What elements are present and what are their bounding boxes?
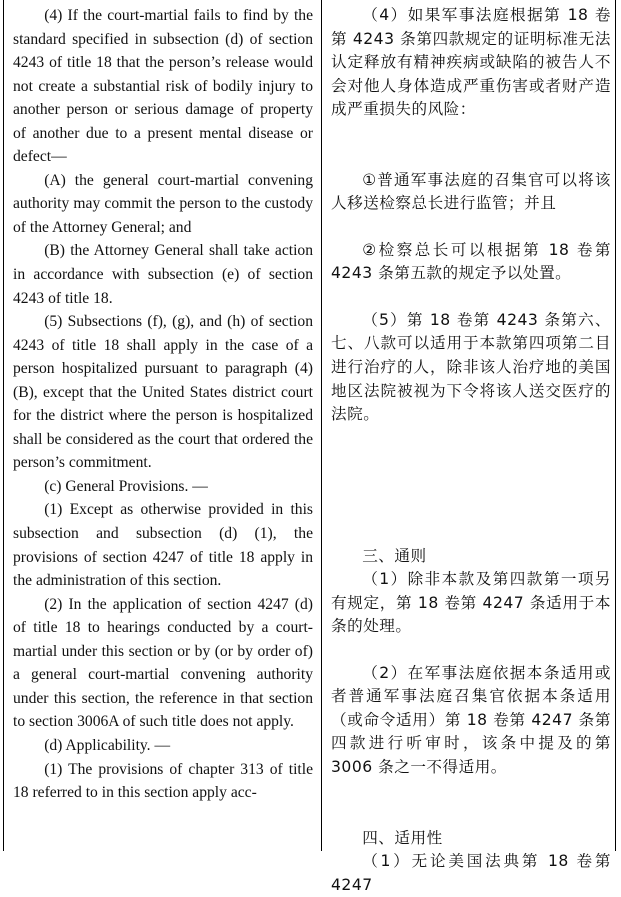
en-paragraph-4a: (A) the general court-martial convening authority may commit the person to the custody of the Attorney General; and	[13, 171, 313, 236]
zh-paragraph-4b: ②检察总长可以根据第 18 卷第 4243 条第五款的规定予以处置。	[331, 240, 611, 283]
en-paragraph-5: (5) Subsections (f), (g), and (h) of section 4243 of title 18 shall apply in the case of a person hospitalized pursuant to paragraph (4) (B), except that the United States district court for the district where the person is hospitalized shall be considered as the court that ordered the person’s commitment.	[13, 313, 313, 472]
zh-spacer	[331, 780, 611, 827]
en-paragraph-d1: (1) The provisions of chapter 313 of title 18 referred to in this section apply acc-	[13, 760, 313, 802]
en-paragraph-c1: (1) Except as otherwise provided in this subsection and subsection (d) (1), the provisions of section 4247 of title 18 apply in the administration of this section.	[13, 501, 313, 590]
zh-paragraph-4a: ①普通军事法庭的召集官可以将该人移送检察总长进行监管；并且	[331, 170, 611, 213]
zh-heading-c: 三、通则	[362, 546, 427, 565]
chinese-column	[331, 4, 611, 897]
column-divider	[321, 0, 322, 851]
zh-spacer	[331, 286, 611, 309]
zh-spacer	[331, 427, 611, 545]
zh-paragraph-5: （5）第 18 卷第 4243 条第六、七、八款可以适用于本款第四项第二目进行治疗的人，除非该人治疗地的美国地区法院被视为下令将该人送交医疗的法院。	[331, 310, 611, 424]
bilingual-table	[3, 0, 616, 894]
en-paragraph-4b: (B) the Attorney General shall take action in accordance with subsection (e) of section 4243 of title 18.	[13, 242, 313, 307]
en-paragraph-c2: (2) In the application of section 4247 (d) of title 18 to hearings conducted by a court-martial under this section or by (or by order of) a general court-martial convening authority under this section, the reference in that section to section 3006A of such title does not apply.	[13, 595, 313, 731]
zh-paragraph-c2: （2）在军事法庭依据本条适用或者普通军事法庭召集官依据本条适用（或命令适用）第 18 卷第 4247 条第四款进行听审时，该条中提及的第 3006 条之一不得适用。	[331, 663, 611, 777]
zh-spacer	[331, 216, 611, 239]
zh-paragraph-d1: （1）无论美国法典第 18 卷第 4247	[331, 852, 611, 894]
zh-paragraph-c1: （1）除非本款及第四款第一项另有规定，第 18 卷第 4247 条适用于本条的处理。	[331, 570, 611, 636]
zh-paragraph-4: （4）如果军事法庭根据第 18 卷第 4243 条第四款规定的证明标准无法认定释放有精神疾病或缺陷的被告人不会对他人身体造成严重伤害或者财产造成严重损失的风险：	[331, 6, 611, 119]
en-heading-d: (d) Applicability. —	[44, 736, 171, 754]
zh-spacer	[331, 122, 611, 169]
english-column	[13, 4, 313, 805]
zh-spacer	[331, 639, 611, 662]
zh-heading-d: 四、适用性	[362, 828, 443, 847]
en-paragraph-4: (4) If the court-martial fails to find by the standard specified in subsection (d) of section 4243 of title 18 that the person’s release would not create a substantial risk of bodily injury to another person or serious damage of property of another due to a present mental disease or defect—	[13, 7, 313, 166]
en-heading-c: (c) General Provisions. —	[44, 477, 208, 495]
